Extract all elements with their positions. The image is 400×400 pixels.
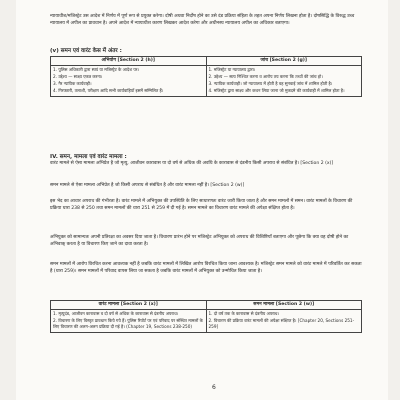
table1-row4-right: 4. मजिस्ट्रेट द्वारा साक्ष्य और कथन लिया जाना जो मुकदमे की कार्यवाही में शामिल होता है। xyxy=(208,88,345,93)
table1-row1-right: 1. मजिस्ट्रेट या न्यायालय द्वारा। xyxy=(208,67,256,72)
body-paragraph: अभियुक्त को सामान्यतः अपनी प्रतिरक्षा का अवसर दिया जाता है। विचारण प्रारंभ होने पर मजिस्ट्रेट अभियुक्त को अपराध की विशिष्टियाँ बताएगा और पूछेगा कि क्या वह दोषी होने का अभिवाक् करता है या विचारण किए जाने का दावा करता है। xyxy=(50,235,349,247)
table1-header-left: अभियोग [Section 2 (h)] xyxy=(51,57,207,66)
body-paragraph: इस भेद का आधार अपराध की गंभीरता है। वारंट मामले में अभियुक्त की उपस्थिति के लिए साधारणतः वारंट जारी किया जाता है और समन मामलों में समन। वारंट मामलों के विचारण की प्रक्रिया धारा 238 से 250 तथा समन मामलों की धारा 251 से 259 में दी गई है। समन मामले का विचारण वारंट मामले की अपेक्षा संक्षिप्त होता है। xyxy=(50,199,353,211)
section-iv-heading: IV. समन, मामला एवं वारंट मामला : xyxy=(50,154,127,160)
table1-cell xyxy=(206,66,362,97)
table1-row1-left: 1. पुलिस अधिकारी द्वारा स्वयं या मजिस्ट्रेट के आदेश पर। xyxy=(53,67,140,72)
comparison-table-2 xyxy=(50,300,362,333)
table1-row4-left: 4. गिरफ्तारी, तलाशी, परीक्षण आदि सभी कार्यवाहियाँ इसमें सम्मिलित हैं। xyxy=(53,88,164,93)
comparison-table-1 xyxy=(50,56,362,97)
table2-cell xyxy=(51,310,207,333)
table1-header-right: जांच [Section 2 (g)] xyxy=(206,57,362,66)
table2-header-right: समन मामला [Section 2 (w)] xyxy=(206,301,362,310)
table1-cell xyxy=(51,66,207,97)
table2-row1-left: 1. मृत्युदंड, आजीवन कारावास व दो वर्ष से अधिक के कारावास से दंडनीय अपराध। xyxy=(53,311,179,316)
intro-paragraph: न्यायाधीश/मजिस्ट्रेट उस आदेश में निर्णय में पूर्ण रूप से प्रयुक्त करेगा। दोषी अथवा निर्दोष होने का उसे दंड प्रक्रिया संहिता के तहत अपना निर्णय लिखना होता है। दोषसिद्धि के विरुद्ध उच्च न्यायालय में अपील का प्रावधान है। अपने आदेश में न्यायाधीश कारण लिखकर आदेश करेगा और अधीनस्थ न्यायालय अपील का अधिकार बताएगा। xyxy=(50,14,355,26)
table2-cell xyxy=(206,310,362,333)
table1-row3-right: 3. न्यायिक कार्यवाही। जो न्यायालय में होती है वह सुनवाई जांच में शामिल होती है। xyxy=(208,81,333,86)
table1-row2-right: 2. उद्देश्य — सत्य निश्चित करना व आरोप तय करना कि तथ्यों की जांच हो। xyxy=(208,74,323,79)
body-paragraph: समन मामलों में आरोप विरचित करना आवश्यक नहीं है जबकि वारंट मामलों में लिखित आरोप विरचित किया जाना आवश्यक है। मजिस्ट्रेट समन मामले को वारंट मामले में परिवर्तित कर सकता है (धारा 259)। समन मामलों में परिवाद वापस लिया जा सकता है जबकि वारंट मामलों में अभियुक्त को उन्मोचित किया जाता है। xyxy=(50,262,362,274)
section-v-heading: (v) समन एवं वारंट केस में अंतर : xyxy=(50,48,122,54)
table2-row1-right: 1. दो वर्ष तक के कारावास से दंडनीय अपराध। xyxy=(208,311,280,316)
body-paragraph: वारंट मामले से ऐसा मामला अभिप्रेत है जो मृत्यु, आजीवन कारावास या दो वर्ष से अधिक की अवधि के कारावास से दंडनीय किसी अपराध से संबंधित है। [Section 2 (x)] xyxy=(50,161,334,166)
table2-header-left: वारंट मामला [Section 2 (x)] xyxy=(51,301,207,310)
table2-row2-left: 2. विचारण के लिए विस्तृत प्रावधान किये गये हैं। पुलिस रिपोर्ट पर एवं परिवाद पर संस्थित मामलों के लिए विचारण की अलग-अलग प्रक्रिया दी गई है। (Chapter 19, Sections 238-250) xyxy=(53,318,203,329)
table1-row2-left: 2. उद्देश्य — साक्ष्य एकत्र करना। xyxy=(53,74,103,79)
table1-row3-left: 3. गैर न्यायिक कार्यवाही। xyxy=(53,81,92,86)
page-number: 6 xyxy=(212,384,216,391)
table2-row2-right: 2. विचारण की प्रक्रिया वारंट मामलों की अपेक्षा संक्षिप्त है। [Chapter 20, Sections 251-259] xyxy=(208,318,355,329)
body-paragraph: समन मामले से ऐसा मामला अभिप्रेत है जो किसी अपराध से संबंधित है और वारंट मामला नहीं है। [Section 2 (w)] xyxy=(50,183,245,188)
document-page xyxy=(16,0,388,400)
